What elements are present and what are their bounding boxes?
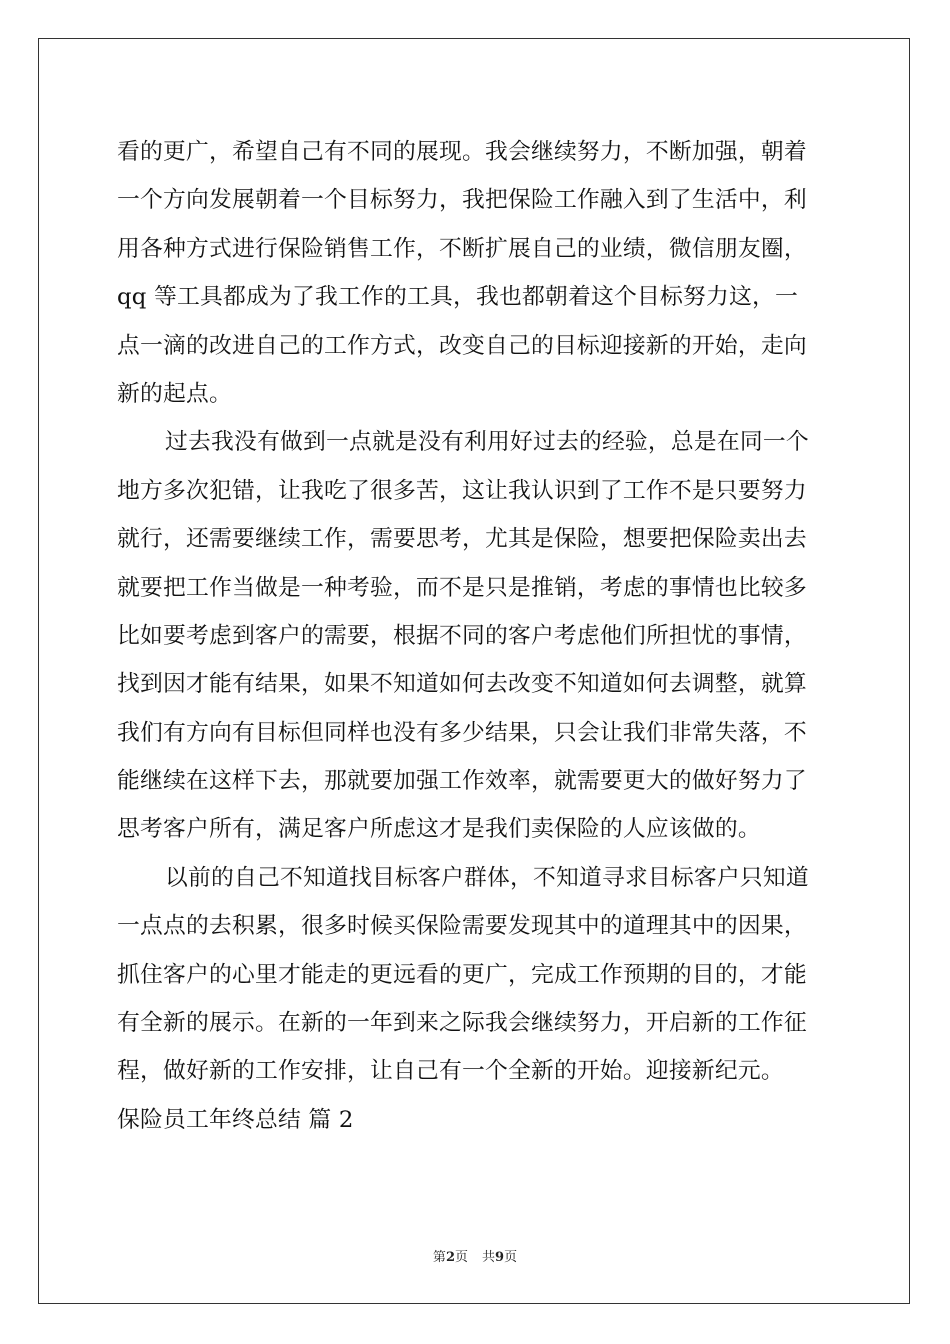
paragraph-3 — [117, 854, 847, 1096]
text-line: 一个方向发展朝着一个目标努力，我把保险工作融入到了生活中，利 — [117, 187, 807, 214]
text-line: 就行，还需要继续工作，需要思考，尤其是保险，想要把保险卖出去 — [117, 526, 807, 553]
text-line: qq 等工具都成为了我工作的工具，我也都朝着这个目标努力这，一 — [117, 284, 798, 311]
text-line: 一点点的去积累，很多时候买保险需要发现其中的道理其中的因果， — [117, 913, 807, 940]
text-line: 有全新的展示。在新的一年到来之际我会继续努力，开启新的工作征 — [117, 1010, 807, 1037]
total-suffix: 页 — [504, 1250, 518, 1265]
page-suffix: 页 — [454, 1250, 468, 1265]
text-line: 找到因才能有结果，如果不知道如何去改变不知道如何去调整，就算 — [117, 671, 807, 698]
paragraph-1 — [117, 128, 847, 418]
text-line: 用各种方式进行保险销售工作，不断扩展自己的业绩，微信朋友圈， — [117, 235, 807, 262]
text-line: 点一滴的改进自己的工作方式，改变自己的目标迎接新的开始，走向 — [117, 332, 807, 359]
page-prefix: 第 — [432, 1250, 446, 1265]
text-line: 就要把工作当做是一种考验，而不是只是推销，考虑的事情也比较多 — [117, 574, 807, 601]
section-heading: 保险员工年终总结 篇 2 — [117, 1106, 354, 1133]
text-line: 思考客户所有，满足客户所虑这才是我们卖保险的人应该做的。 — [117, 816, 761, 843]
text-line: 地方多次犯错，让我吃了很多苦，这让我认识到了工作不是只要努力 — [117, 477, 807, 504]
text-line: 过去我没有做到一点就是没有利用好过去的经验，总是在同一个 — [165, 429, 809, 456]
text-line: 看的更广，希望自己有不同的展现。我会继续努力，不断加强，朝着 — [117, 139, 807, 165]
text-line: 新的起点。 — [117, 380, 232, 407]
text-line: 程，做好新的工作安排，让自己有一个全新的开始。迎接新纪元。 — [117, 1058, 784, 1085]
text-line: 能继续在这样下去，那就要加强工作效率，就需要更大的做好努力了 — [117, 768, 807, 795]
total-pages: 9 — [495, 1250, 505, 1265]
text-line: 抓住客户的心里才能走的更远看的更广，完成工作预期的目的，才能 — [117, 961, 807, 988]
document-body — [117, 128, 847, 1144]
page-footer — [0, 1246, 950, 1265]
text-line: 我们有方向有目标但同样也没有多少结果，只会让我们非常失落，不 — [117, 719, 807, 746]
text-line: 以前的自己不知道找目标客户群体，不知道寻求目标客户只知道 — [165, 864, 809, 891]
total-prefix: 共 — [482, 1250, 496, 1265]
page-number: 2 — [445, 1250, 455, 1265]
paragraph-2 — [117, 418, 847, 854]
text-line: 比如要考虑到客户的需要，根据不同的客户考虑他们所担忧的事情， — [117, 622, 807, 649]
